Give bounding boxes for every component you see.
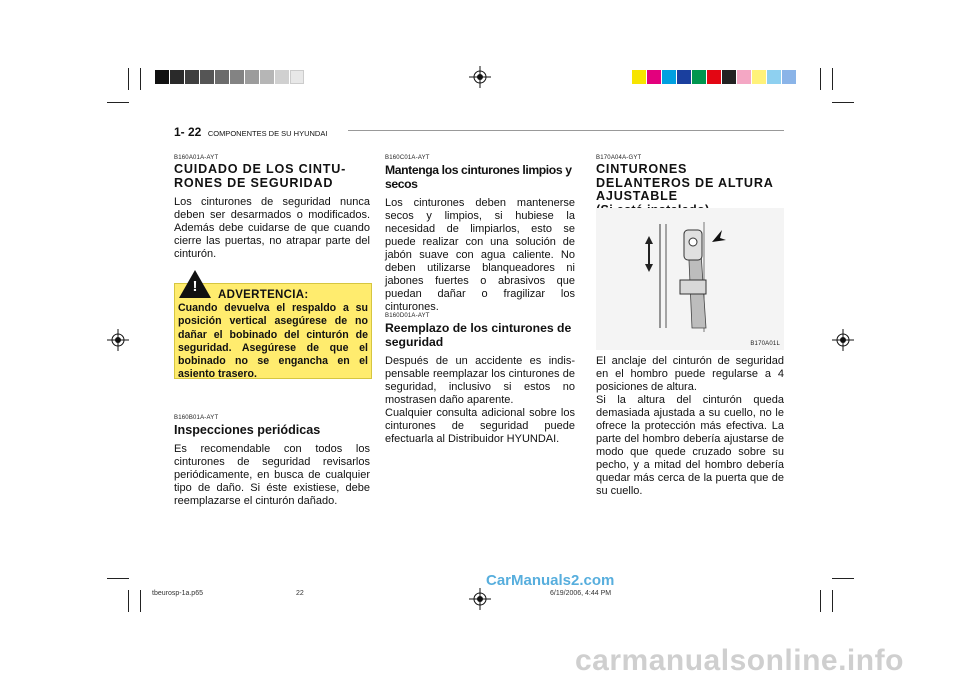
registration-mark-icon (469, 588, 491, 610)
seatbelt-anchor-icon (596, 208, 784, 350)
footer-page-num: 22 (296, 590, 304, 597)
section-heading: Reemplazo de los cinturones de seguridad (385, 321, 572, 349)
warning-body: Cuando devuelva el respaldo a su posición vertical asegúrese de no dañar el bobinado del cinturón de seguridad. Asegúrese de que el bobinado no se engancha en el asiento trasero. (178, 302, 368, 381)
column-1 (174, 155, 370, 261)
page-number: 1- 22 (174, 125, 202, 139)
column-2-lower (385, 313, 575, 446)
section-title: COMPONENTES DE SU HYUNDAI (207, 129, 328, 138)
section-body: Los cinturones deben mantenerse secos y limpios, si hubiese la necesidad de limpiarlos, esto se puede realizar con una solución de jabón suave con agua caliente. No deben utilizarse blanqueadores ni jabones fuertes o abrasivos que puedan dañar o fragilizar los cinturones. (385, 197, 575, 313)
bottom-watermark: carmanualsonline.info (575, 644, 904, 677)
section-code: B160B01A-AYT (174, 415, 219, 421)
footer-file-name: tbeurosp-1a.p65 (152, 590, 203, 597)
section-body: Cualquier consulta adicional sobre los cinturones de seguridad puede efectuarla al Distribuidor HYUNDAI. (385, 407, 575, 445)
seatbelt-figure (596, 208, 784, 350)
column-1-lower (174, 415, 370, 508)
header-rule (348, 130, 784, 131)
section-heading: CINTURONES DELANTEROS DE ALTURA AJUSTABLE (596, 162, 774, 203)
section-heading: CUIDADO DE LOS CINTU-RONES DE SEGURIDAD (174, 162, 347, 190)
warning-title: ADVERTENCIA: (218, 289, 309, 301)
column-2 (385, 155, 575, 314)
watermark-logo: CarManuals2.com (486, 572, 615, 589)
registration-mark-icon (107, 329, 129, 351)
section-body: Después de un accidente es indis-pensable reemplazar los cinturones de seguridad, inclusivo si estos no mostrasen daño aparente. (385, 355, 575, 406)
section-heading: Inspecciones periódicas (174, 423, 321, 437)
section-heading: Mantenga los cinturones limpios y secos (385, 163, 572, 191)
registration-mark-icon (469, 66, 491, 88)
page-header (174, 123, 327, 141)
column-3-lower (596, 349, 784, 498)
registration-mark-icon (832, 329, 854, 351)
section-body: Los cinturones de seguridad nunca deben ser desarmados o modificados. Además debe cuidarse de que cuando cierre las puertas, no atrapar parte del cinturón. (174, 196, 370, 260)
section-body: Es recomendable con todos los cinturones de seguridad revisarlos periódicamente, en busca de cualquier tipo de daño. Si éste existiese, debe reemplazarse el cinturón dañado. (174, 443, 370, 507)
section-body: El anclaje del cinturón de seguridad en el hombro puede regularse a 4 posiciones de altura. (596, 355, 784, 393)
footer-date: 6/19/2006, 4:44 PM (550, 590, 612, 597)
section-code: B160D01A-AYT (385, 313, 430, 319)
section-code: B170A04A-GYT (596, 155, 642, 161)
figure-code: B170A01L (750, 341, 780, 347)
section-code: B160A01A-AYT (174, 155, 219, 161)
section-code: B160C01A-AYT (385, 155, 430, 161)
section-body: Si la altura del cinturón queda demasiada ajustada a su cuello, no le ofrece la protección más efectiva. La parte del hombro debería ajustarse de modo que quede cruzado sobre su pecho, y a mitad del hombro debería quedar más cerca de la puerta que de su cuello. (596, 394, 784, 497)
exclamation-icon: ! (192, 278, 198, 295)
